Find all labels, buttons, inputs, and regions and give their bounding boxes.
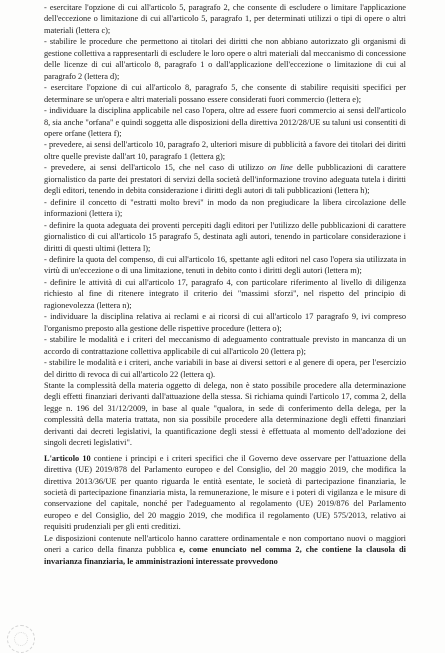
bullet-lettera-p: - stabilire le modalità e i criteri del meccanismo di adeguamento contrattuale previsto in mancanza di un accordo di contrattazione collettiva applicabile di cui all'articolo 20 (lettera p); xyxy=(44,335,406,356)
bullet-lettera-o: - individuare la disciplina relativa ai reclami e ai ricorsi di cui all'articolo 17 paragrafo 9, ivi compreso l'organismo preposto alla gestione delle rispettive procedure (lettera o); xyxy=(44,312,406,333)
faint-stamp-mark xyxy=(7,625,35,653)
bullet-lettera-d: - stabilire le procedure che permettono ai titolari dei diritti che non abbiano autorizzato gli organismi di gestione collettiva a rappresentarli di escludere le loro opere o altri materiali dal meccanismo di concessione delle licenze di cui all'articolo 8, paragrafo 1 o dall'applicazione dell'eccezione o limitazione di cui al paragrafo 2 (lettera d); xyxy=(44,37,406,81)
article-10-lead: L'articolo 10 xyxy=(44,453,91,463)
financial-effects-paragraph: Stante la complessità della materia oggetto di delega, non è stato possibile procedere alla determinazione degli effetti finanziari derivanti dall'attuazione della stessa. Si richiama quindi l'articolo 17, comma 2, della legge n. 196 del 31/12/2009, in base al quale "qualora, in sede di conferimento della delega, per la complessità della materia trattata, non sia possibile procedere alla determinazione degli effetti finanziari derivanti dai decreti legislativi, la quantificazione degli stessi è effettuata al momento dell'adozione dei singoli decreti legislativi". xyxy=(44,380,406,448)
bullet-lettera-f: - individuare la disciplina applicabile nel caso l'opera, oltre ad essere fuori commercio ai sensi dell'articolo 8, sia anche "orfana" e quindi soggetta alle disposizioni della direttiva 2012/28/UE su taluni usi consentiti di opere orfane (lettera f); xyxy=(44,106,406,138)
bullet-lettera-g: - prevedere, ai sensi dell'articolo 10, paragrafo 2, ulteriori misure di pubblicità a favore dei titolari dei diritti oltre quelle previste dall'art 10, paragrafo 1 (lettera g); xyxy=(44,140,406,161)
bullet-lettera-i: - definire il concetto di "estratti molto brevi" in modo da non pregiudicare la libera circolazione delle informazioni (lettera i); xyxy=(44,197,406,219)
bullet-lettera-q: - stabilire le modalità e i criteri, anche variabili in base ai diversi settori e al genere di opera, per l'esercizio del diritto di revoca di cui all'articolo 22 (lettera q). xyxy=(44,358,406,379)
bullet-lettera-c: - esercitare l'opzione di cui all'articolo 5, paragrafo 2, che consente di escludere o limitare l'applicazione dell'eccezione o limitazione di cui all'articolo 5, paragrafo 1, per determinati utilizzi o tipi di opere o altri materiali (lettera c); xyxy=(44,3,406,35)
article-10-paragraph: L'articolo 10 contiene i principi e i criteri specifici che il Governo deve osservare per l'attuazione della direttiva (UE) 2019/878 del Parlamento europeo e del Consiglio, del 20 maggio 2019, che modifica la direttiva 2013/36/UE per quanto riguarda le entità esentate, le società di partecipazione finanziaria, le società di partecipazione finanziaria mista, la remunerazione, le misure e i poteri di vigilanza e le misure di conservazione del capitale, nonché per l'adeguamento al regolamento (UE) 2019/876 del Parlamento europeo e del Consiglio, del 20 maggio 2019, che modifica il regolamento (UE) 575/2013, relativo ai requisiti prudenziali per gli enti creditizi. xyxy=(44,453,406,532)
bullet-lettera-n: - definire le attività di cui all'articolo 17, paragrafo 4, con particolare riferimento al livello di diligenza richiesto al fine di ritenere integrato il criterio dei "massimi sforzi", nel rispetto del principio di ragionevolezza (lettera n); xyxy=(44,277,406,310)
bullet-lettera-m: - definire la quota del compenso, di cui all'articolo 16, spettante agli editori nel caso l'opera sia utilizzata in virtù di un'eccezione o di una limitazione, tenuti in debito conto i diritti degli autori (lettera m); xyxy=(44,254,406,276)
bullet-lettera-e: - esercitare l'opzione di cui all'articolo 8, paragrafo 5, che consente di stabilire requisiti specifici per determinare se un'opera e altri materiali possano essere considerati fuori commercio (lettera e); xyxy=(44,83,406,104)
bullet-lettera-h: - prevedere, ai sensi dell'articolo 15, che nel caso di utilizzo on line delle pubblicazioni di carattere giornalistico da parte dei prestatori di servizi della società dell'informazione trovino adeguata tutela i diritti degli editori, tenendo in debita considerazione i diritti degli autori di tali pubblicazioni (lettera h); xyxy=(44,163,406,196)
bullet-lettera-l: - definire la quota adeguata dei proventi percepiti dagli editori per l'utilizzo delle pubblicazioni di carattere giornalistico di cui all'articolo 15 paragrafo 5, destinata agli autori, tenendo in particolare considerazione i diritti di questi ultimi (lettera l); xyxy=(44,220,406,253)
closing-paragraph: Le disposizioni contenute nell'articolo hanno carattere ordinamentale e non comportano nuovi o maggiori oneri a carico della finanza pubblica e, come enunciato nel comma 2, che contiene la clausola di invarianza finanziaria, le amministrazioni interessate provvedono xyxy=(44,533,406,566)
italic-on-line: on line xyxy=(267,163,293,173)
closing-bold-tail: e, come enunciato nel comma 2, che contiene la clausola di invarianza finanziaria, le amministrazioni interessate provvedono xyxy=(44,545,406,566)
document-body xyxy=(44,2,406,567)
